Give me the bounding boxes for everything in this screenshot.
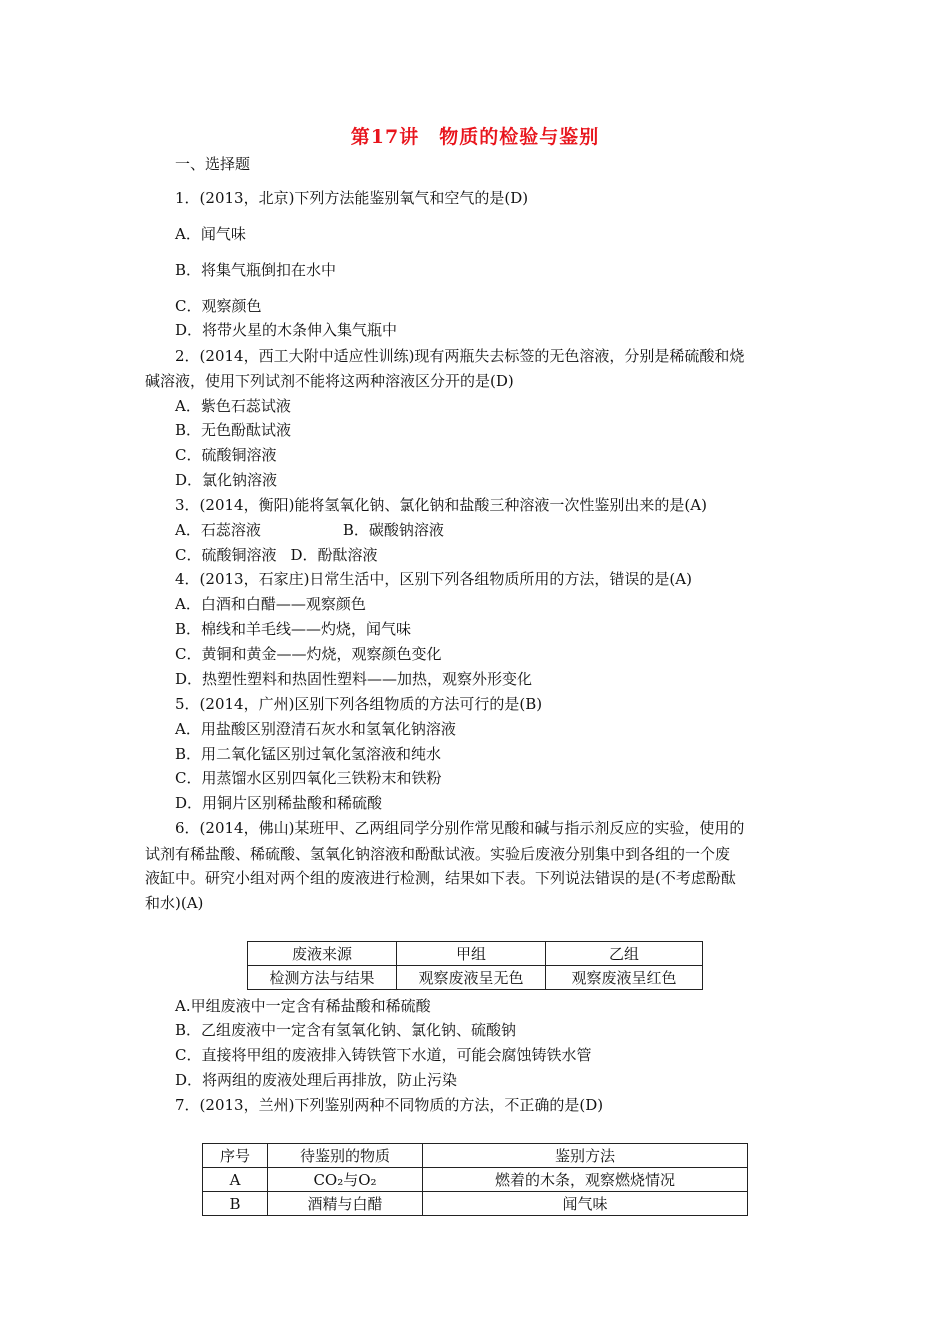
q3-option-b: B．碳酸钠溶液 (342, 521, 444, 539)
table-row (248, 942, 703, 966)
q5-stem: 5．(2014，广州)区别下列各组物质的方法可行的是(B) (175, 695, 543, 713)
q6-stem-line1: 6．(2014，佛山)某班甲、乙两组同学分别作常见酸和碱与指示剂反应的实验，使用的 (175, 819, 745, 837)
q3-options-row1 (175, 520, 444, 540)
table-cell: 闻气味 (423, 1192, 748, 1216)
q6-stem-line3: 液缸中。研究小组对两个组的废液进行检测，结果如下表。下列说法错误的是(不考虑酚酞 (145, 869, 736, 887)
table-cell: 待鉴别的物质 (268, 1144, 423, 1168)
q3-options-row2 (175, 545, 378, 565)
q7-method-table (202, 1143, 748, 1216)
q6-option-c: C．直接将甲组的废液排入铸铁管下水道，可能会腐蚀铸铁水管 (175, 1046, 592, 1064)
q5-option-a: A．用盐酸区别澄清石灰水和氢氧化钠溶液 (175, 720, 456, 738)
q2-stem-line2: 碱溶液，使用下列试剂不能将这两种溶液区分开的是(D) (145, 372, 514, 390)
section-heading: 一、选择题 (175, 155, 251, 173)
table-cell: B (203, 1192, 268, 1216)
q6-option-a: A.甲组废液中一定含有稀盐酸和稀硫酸 (175, 997, 431, 1015)
q1-option-b: B．将集气瓶倒扣在水中 (175, 261, 337, 279)
table-row (203, 1144, 748, 1168)
q3-option-a: A．石蕊溶液 (175, 521, 261, 539)
q6-option-b: B．乙组废液中一定含有氢氧化钠、氯化钠、硫酸钠 (175, 1021, 517, 1039)
table-cell: 鉴别方法 (423, 1144, 748, 1168)
q1-option-c: C．观察颜色 (175, 297, 262, 315)
q6-stem-line4: 和水)(A) (145, 894, 204, 912)
q5-option-c: C．用蒸馏水区别四氧化三铁粉末和铁粉 (175, 769, 442, 787)
q2-stem-line1: 2．(2014，西工大附中适应性训练)现有两瓶失去标签的无色溶液，分别是稀硫酸和烧 (175, 347, 745, 365)
q1-option-d: D．将带火星的木条伸入集气瓶中 (175, 321, 398, 339)
q7-stem: 7．(2013，兰州)下列鉴别两种不同物质的方法，不正确的是(D) (175, 1096, 604, 1114)
q2-option-d: D．氯化钠溶液 (175, 471, 278, 489)
q2-option-b: B．无色酚酞试液 (175, 421, 292, 439)
table-row (203, 1168, 748, 1192)
table-cell: 废液来源 (248, 942, 397, 966)
page-title: 第17讲 物质的检验与鉴别 (350, 126, 600, 148)
table-cell: 检测方法与结果 (248, 966, 397, 990)
q2-option-c: C．硫酸铜溶液 (175, 446, 277, 464)
q2-option-a: A．紫色石蕊试液 (175, 397, 291, 415)
table-cell: 观察废液呈无色 (397, 966, 546, 990)
q5-option-b: B．用二氧化锰区别过氧化氢溶液和纯水 (175, 745, 442, 763)
q4-option-a: A．白酒和白醋——观察颜色 (175, 595, 366, 613)
table-cell: CO₂与O₂ (268, 1168, 423, 1192)
table-row (248, 966, 703, 990)
q3-option-d: D．酚酞溶液 (290, 546, 378, 564)
q4-option-d: D．热塑性塑料和热固性塑料——加热，观察外形变化 (175, 670, 533, 688)
q3-option-c: C．硫酸铜溶液 (175, 546, 277, 564)
q4-stem: 4．(2013，石家庄)日常生活中，区别下列各组物质所用的方法，错误的是(A) (175, 570, 692, 588)
table-cell: 燃着的木条，观察燃烧情况 (423, 1168, 748, 1192)
q6-option-d: D．将两组的废液处理后再排放，防止污染 (175, 1071, 458, 1089)
table-cell: A (203, 1168, 268, 1192)
table-cell: 酒精与白醋 (268, 1192, 423, 1216)
table-cell: 甲组 (397, 942, 546, 966)
q6-stem-line2: 试剂有稀盐酸、稀硫酸、氢氧化钠溶液和酚酞试液。实验后废液分别集中到各组的一个废 (145, 845, 731, 863)
table-cell: 观察废液呈红色 (546, 966, 703, 990)
q1-option-a: A．闻气味 (175, 225, 246, 243)
q4-option-c: C．黄铜和黄金——灼烧，观察颜色变化 (175, 645, 442, 663)
q6-result-table (247, 941, 703, 990)
q5-option-d: D．用铜片区别稀盐酸和稀硫酸 (175, 794, 383, 812)
table-cell: 乙组 (546, 942, 703, 966)
table-cell: 序号 (203, 1144, 268, 1168)
table-row (203, 1192, 748, 1216)
q4-option-b: B．棉线和羊毛线——灼烧，闻气味 (175, 620, 412, 638)
q3-stem: 3．(2014，衡阳)能将氢氧化钠、氯化钠和盐酸三种溶液一次性鉴别出来的是(A) (175, 496, 707, 514)
q1-stem: 1．(2013，北京)下列方法能鉴别氧气和空气的是(D) (175, 189, 529, 207)
